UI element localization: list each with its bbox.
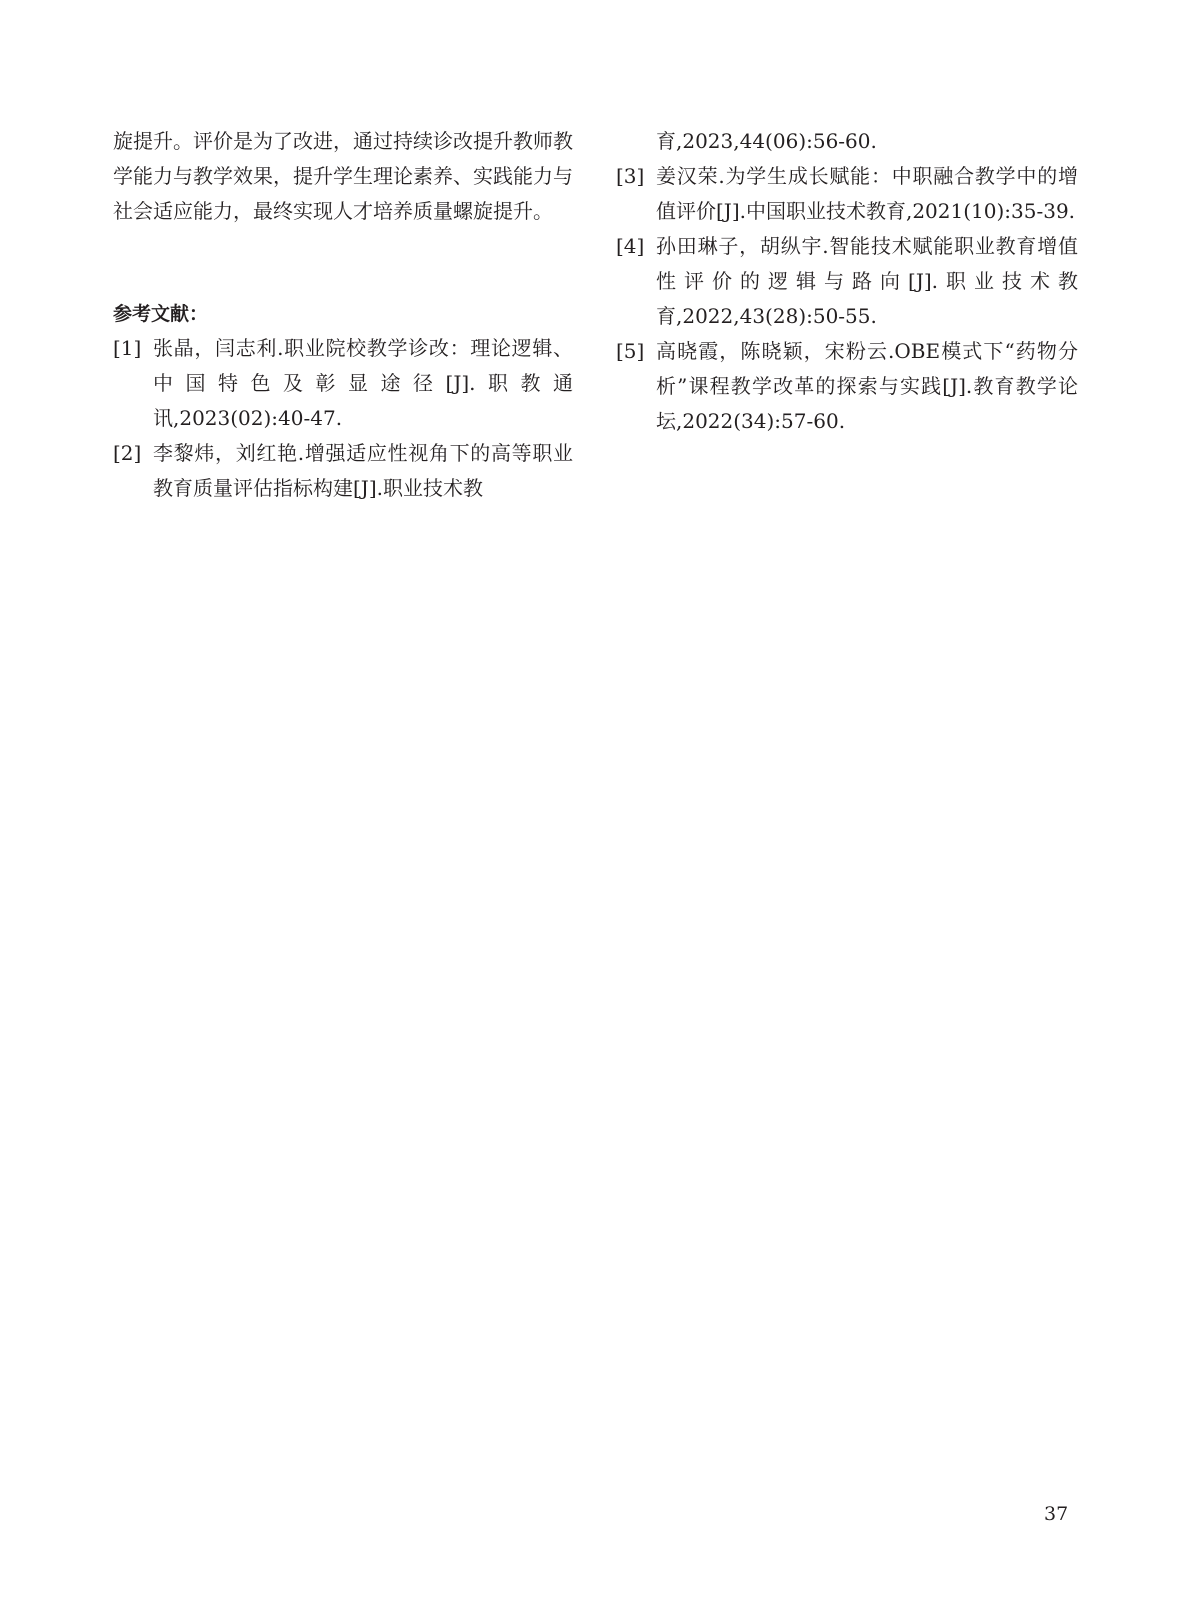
references-heading: 参考文献： xyxy=(113,303,209,325)
reference-item-5 xyxy=(616,334,1078,439)
reference-continuation: 育,2023,44(06):56-60. xyxy=(656,129,877,153)
reference-text: 孙田琳子，胡纵宇.智能技术赋能职业教育增值性评价的逻辑与路向[J].职业技术教育,2022,43(28):50-55. xyxy=(656,234,1078,328)
reference-number: [5] xyxy=(616,339,645,363)
right-column xyxy=(616,124,1078,439)
reference-item-2 xyxy=(113,436,573,506)
reference-list-left xyxy=(113,331,573,506)
reference-text: 姜汉荣.为学生成长赋能：中职融合教学中的增值评价[J].中国职业技术教育,2021(10):35-39. xyxy=(656,164,1078,223)
reference-text: 张晶，闫志利.职业院校教学诊改：理论逻辑、中国特色及彰显途径[J].职教通讯,2023(02):40-47. xyxy=(153,336,573,430)
reference-number: [4] xyxy=(616,234,645,258)
reference-list-right xyxy=(616,159,1078,439)
reference-item-4 xyxy=(616,229,1078,334)
left-column xyxy=(113,124,573,500)
reference-text: 高晓霞，陈晓颖，宋粉云.OBE模式下“药物分析”课程教学改革的探索与实践[J].教育教学论坛,2022(34):57-60. xyxy=(656,339,1078,433)
reference-number: [2] xyxy=(113,441,142,465)
reference-number: [3] xyxy=(616,164,645,188)
body-paragraph: 旋提升。评价是为了改进，通过持续诊改提升教师教学能力与教学效果，提升学生理论素养、实践能力与社会适应能力，最终实现人才培养质量螺旋提升。 xyxy=(113,129,573,223)
reference-text: 李黎炜，刘红艳.增强适应性视角下的高等职业教育质量评估指标构建[J].职业技术教 xyxy=(153,441,573,500)
reference-item-3 xyxy=(616,159,1078,229)
page-number: 37 xyxy=(1044,1503,1069,1525)
reference-item-1 xyxy=(113,331,573,436)
reference-number: [1] xyxy=(113,336,142,360)
